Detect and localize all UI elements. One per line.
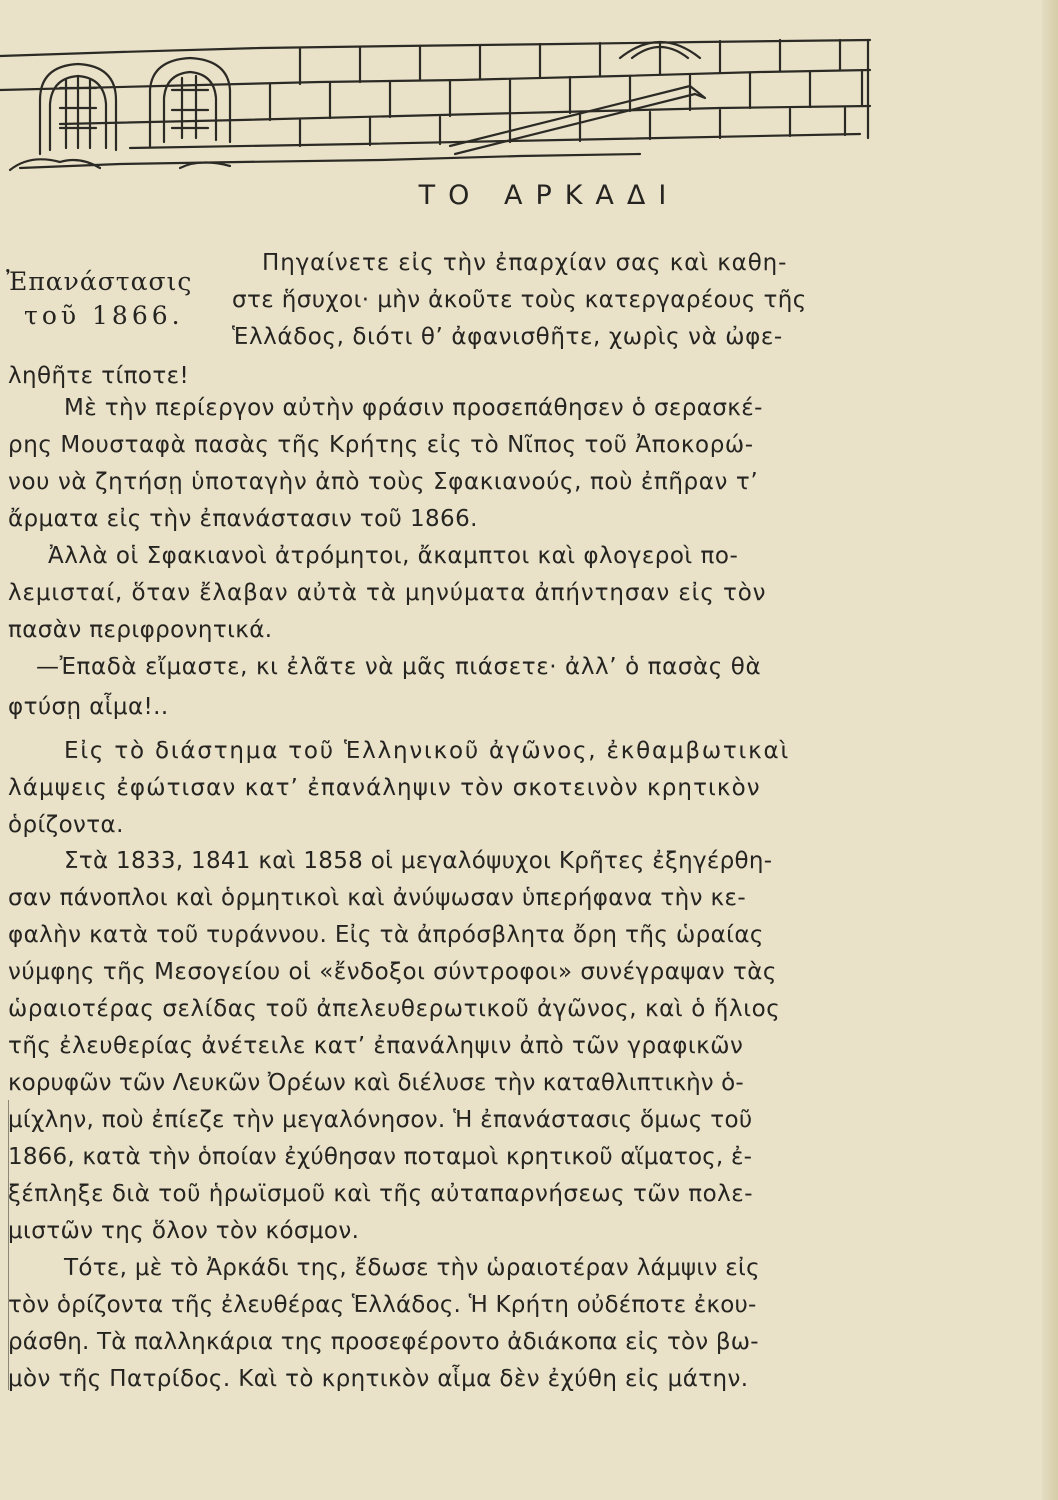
text-line: νύμφης τῆς Μεσογείου οἱ «ἔνδοξοι σύντροφοι» συνέγραψαν τὰς [8, 959, 777, 985]
text-line: μίχλην, ποὺ ἐπίεζε τὴν μεγαλόνησον. Ἡ ἐπανάστασις ὅμως τοῦ [8, 1107, 753, 1133]
text-line: Ἀλλὰ οἱ Σφακιανοὶ ἀτρόμητοι, ἄκαμπτοι καὶ φλογεροὶ πο- [48, 543, 739, 569]
text-line: νου νὰ ζητήσῃ ὑποταγὴν ἀπὸ τοὺς Σφακιανούς, ποὺ ἐπῆραν τ’ [8, 469, 759, 495]
text-line: στε ἥσυχοι· μὴν ἀκοῦτε τοὺς κατεργαρέους τῆς [232, 287, 807, 313]
text-line: 1866, κατὰ τὴν ὁποίαν ἐχύθησαν ποταμοὶ κρητικοῦ αἵματος, ἐ- [8, 1144, 753, 1170]
text-line: Μὲ τὴν περίεργον αὐτὴν φράσιν προσεπάθησεν ὁ σερασκέ- [64, 395, 763, 421]
text-line: κορυφῶν τῶν Λευκῶν Ὀρέων καὶ διέλυσε τὴν καταθλιπτικὴν ὁ- [8, 1070, 744, 1096]
text-line: ληθῆτε τίποτε! [8, 363, 190, 389]
text-line: Ἑλλάδος, διότι θ’ ἀφανισθῆτε, χωρὶς νὰ ὠφε- [232, 324, 783, 350]
text-line: λάμψεις ἐφώτισαν κατ’ ἐπανάληψιν τὸν σκοτεινὸν κρητικὸν [8, 775, 761, 801]
text-line: μιστῶν της ὅλον τὸν κόσμον. [8, 1218, 360, 1244]
text-line: φαλὴν κατὰ τοῦ τυράννου. Εἰς τὰ ἀπρόσβλητα ὄρη τῆς ὡραίας [8, 922, 764, 948]
text-line: σαν πάνοπλοι καὶ ὁρμητικοὶ καὶ ἀνύψωσαν ὑπερήφανα τὴν κε- [8, 885, 747, 911]
text-line: μὸν τῆς Πατρίδος. Καὶ τὸ κρητικὸν αἷμα δὲν ἐχύθη εἰς μάτην. [8, 1366, 749, 1392]
text-line: Εἰς τὸ διάστημα τοῦ Ἑλληνικοῦ ἀγῶνος, ἐκθαμβωτικαὶ [64, 738, 791, 764]
text-line: —Ἐπαδὰ εἴμαστε, κι ἐλᾶτε νὰ μᾶς πιάσετε· ἀλλ’ ὁ πασὰς θὰ [36, 654, 762, 680]
text-line: Στὰ 1833, 1841 καὶ 1858 οἱ μεγαλόψυχοι Κρῆτες ἐξηγέρθη- [64, 848, 773, 874]
fortress-wall-illustration [0, 28, 880, 173]
text-line: ὡραιοτέρας σελίδας τοῦ ἀπελευθερωτικοῦ ἀγῶνος, καὶ ὁ ἥλιος [8, 996, 781, 1022]
text-line: φτύσῃ αἷμα!.. [8, 694, 169, 720]
text-line: τῆς ἐλευθερίας ἀνέτειλε κατ’ ἐπανάληψιν ἀπὸ τῶν γραφικῶν [8, 1033, 744, 1059]
text-line: πασὰν περιφρονητικά. [8, 617, 273, 643]
text-line: ξέπληξε διὰ τοῦ ἡρωϊσμοῦ καὶ τῆς αὐταπαρνήσεως τῶν πολε- [8, 1181, 754, 1207]
text-line: ὁρίζοντα. [8, 812, 124, 838]
text-line: ράσθη. Τὰ παλληκάρια της προσεφέροντο ἀδιάκοπα εἰς τὸν βω- [8, 1329, 759, 1355]
margin-note-line-1: Ἐπανάστασις [6, 267, 193, 296]
margin-note-line-2: τοῦ 1866. [24, 301, 184, 330]
text-line: ρης Μουσταφὰ πασὰς τῆς Κρήτης εἰς τὸ Νῖπος τοῦ Ἀποκορώ- [8, 432, 754, 458]
text-line: Πηγαίνετε εἰς τὴν ἐπαρχίαν σας καὶ καθη- [262, 250, 788, 276]
text-line: λεμισταί, ὅταν ἔλαβαν αὐτὰ τὰ μηνύματα ἀπήντησαν εἰς τὸν [8, 580, 767, 606]
text-line: Τότε, μὲ τὸ Ἀρκάδι της, ἔδωσε τὴν ὡραιοτέραν λάμψιν εἰς [64, 1255, 760, 1281]
text-line: τὸν ὁρίζοντα τῆς ἐλευθέρας Ἑλλάδος. Ἡ Κρήτη οὐδέποτε ἐκου- [8, 1292, 757, 1318]
page-edge [1042, 0, 1058, 1500]
margin-note [6, 265, 206, 333]
text-line: ἄρματα εἰς τὴν ἐπανάστασιν τοῦ 1866. [8, 506, 478, 532]
page-title: ΤΟ ΑΡΚΑΔΙ [418, 180, 680, 211]
